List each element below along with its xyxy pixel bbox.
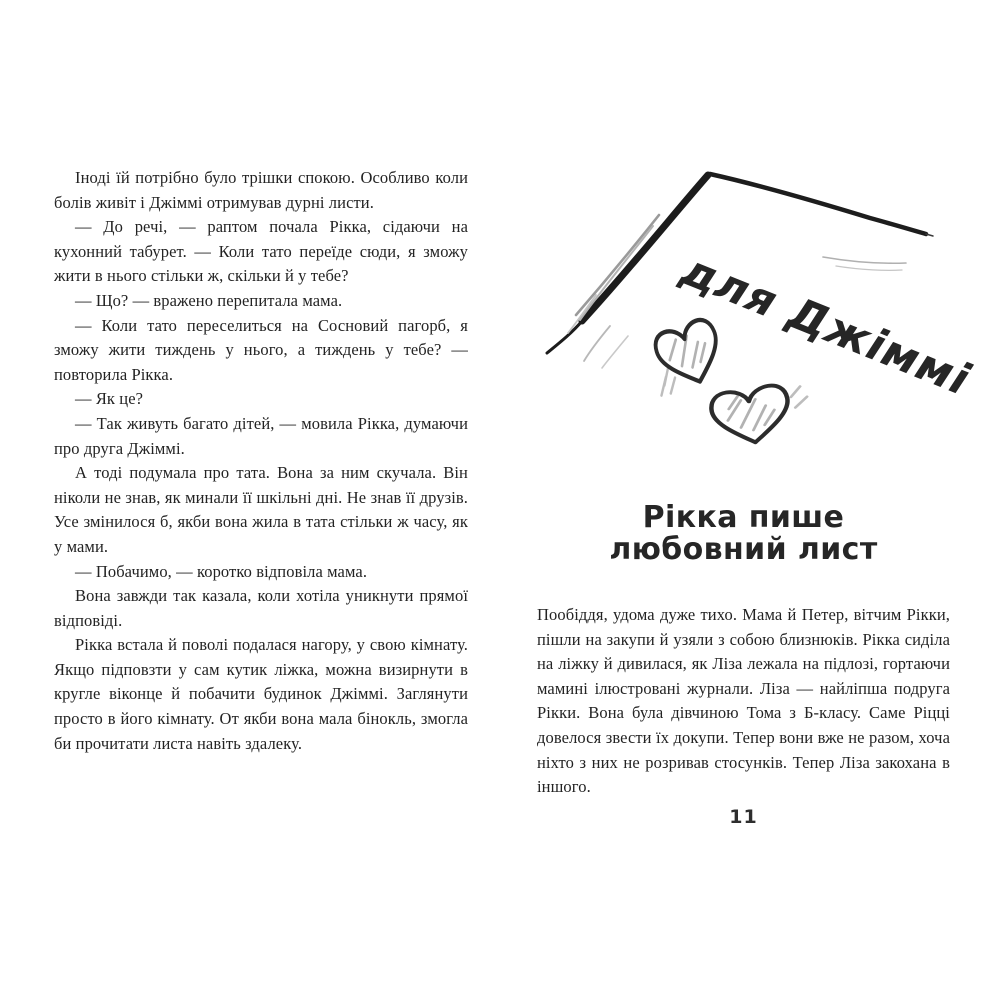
paragraph: — Коли тато переселиться на Сосновий пагорб, я зможу жити тиждень у нього, а тиждень у тебе? — повторила Рікка. (54, 315, 468, 384)
paragraph: — Побачимо, — коротко відповіла мама. (75, 561, 368, 581)
heart-icon (709, 380, 813, 448)
left-page-text (54, 166, 468, 756)
paragraph: А тоді подумала про тата. Вона за ним скучала. Він ніколи не знав, як минали її шкільні дні. Не знав її друзів. Усе змінилося б, якби вона жила в тата стільки ж часу, як у мами. (54, 463, 468, 556)
letter-illustration (540, 145, 980, 455)
chapter-title-line2: любовний лист (609, 532, 878, 567)
page-number: 11 (729, 806, 758, 828)
handwritten-caption: для Джіммі (673, 243, 978, 406)
paragraph: Вона завжди так казала, коли хотіла уникнути прямої відповіді. (54, 586, 468, 630)
paragraph: — До речі, — раптом почала Рікка, сідаючи на кухонний табурет. — Коли тато переїде сюди, я зможу жити в нього стільки ж, скільки й у тебе? (54, 217, 468, 286)
paragraph: Пообіддя, удома дуже тихо. Мама й Петер, вітчим Рікки, пішли на закупи й узяли з собою близнюків. Рікка сиділа на ліжку й дивилася, як Ліза лежала на підлозі, гортаючи мамині ілюстровані журнали. Ліза — найліпша подруга Рікки. Вона була дівчиною Тома з Б-класу. Саме Ріцці довелося звести їх докупи. Тепер вони вже не разом, хоча ніхто з них не розривав стосунків. Тепер Ліза закохана в іншого. (537, 605, 950, 797)
paragraph: Іноді їй потрібно було трішки спокою. Особливо коли болів живіт і Джіммі отримував дурні листи. (54, 168, 468, 212)
heart-icon (641, 316, 729, 397)
paragraph: — Що? — вражено перепитала мама. (75, 290, 343, 310)
paragraph: Рікка встала й поволі подалася нагору, у свою кімнату. Якщо підповзти у сам кутик ліжка, можна визирнути в кругле віконце й побачити будинок Джіммі. Заглянути просто в його кімнату. От якби вона мала бінокль, змогла би прочитати листа навіть здалеку. (54, 635, 468, 753)
paragraph: — Як це? (75, 389, 144, 409)
chapter-title-line1: Рікка пише (642, 500, 845, 535)
chapter-title (537, 502, 950, 566)
chapter-opening-text (537, 603, 950, 800)
paragraph: — Так живуть багато дітей, — мовила Рікка, думаючи про друга Джіммі. (54, 413, 468, 458)
